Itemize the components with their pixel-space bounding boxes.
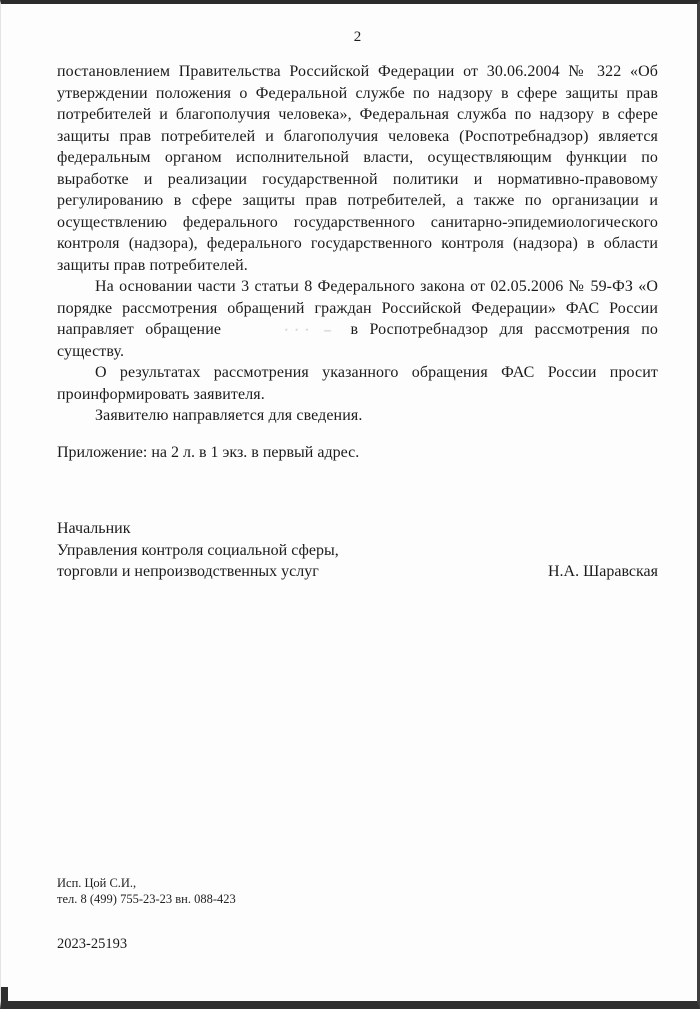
paragraph-text: На основании части 3 статьи 8 Федерального закона от 02.05.2006 № 59-ФЗ «О порядке рассмотрения обращений граждан Российской Федерации» ФАС России направляет обращение — [57, 278, 658, 338]
page-number: 2 — [353, 29, 362, 45]
scan-corner-artifact — [1, 987, 8, 1001]
signature-block — [57, 518, 658, 583]
attachment-line: Приложение: на 2 л. в 1 экз. в первый адрес. — [57, 443, 360, 461]
paragraph — [57, 276, 658, 362]
paragraph — [57, 362, 658, 405]
paragraph — [57, 405, 658, 427]
signature-position-line: торговли и непроизводственных услуг — [57, 563, 319, 580]
signature-name: Н.А. Шаравская — [547, 563, 658, 580]
paragraph-text: постановлением Правительства Российской Федерации от 30.06.2004 № 322 «Об утверждении положения о Федеральной службе по надзору в сфере защиты прав потребителей и благополучия человека», Федеральная служба по надзору в сфере защиты прав потребителей и благополучия человека (Роспотребнадзор) является федеральным органом исполнительной власти, осуществляющим функции по выработке и реализации государственной политики и нормативно-правовому регулированию в сфере защиты прав потребителей, а также по организации и осуществлению федерального государственного санитарно-эпидемиологического контроля (надзора), федерального государственного контроля (надзора) в области защиты прав потребителей. — [57, 63, 658, 274]
paragraph — [57, 61, 658, 276]
executor-phone-line: тел. 8 (499) 755-23-23 вн. 088-423 — [57, 891, 236, 906]
paragraph-text: О результатах рассмотрения указанного обращения ФАС России просит проинформировать заявителя. — [57, 364, 658, 403]
executor-name-line: Исп. Цой С.И., — [57, 876, 137, 890]
paragraph-text: Заявителю направляется для сведения. — [95, 407, 363, 424]
signature-position-line: Управления контроля социальной сферы, — [57, 541, 339, 559]
redacted-text: ··· – — [284, 322, 337, 337]
paragraph-text: в Роспотребнадзор для рассмотрения по существу. — [57, 321, 658, 360]
signature-position-line: Начальник — [57, 520, 131, 537]
executor-info — [57, 876, 236, 907]
signature-position — [57, 518, 339, 583]
body-paragraphs — [57, 61, 658, 427]
document-number: 2023-25193 — [57, 936, 128, 952]
